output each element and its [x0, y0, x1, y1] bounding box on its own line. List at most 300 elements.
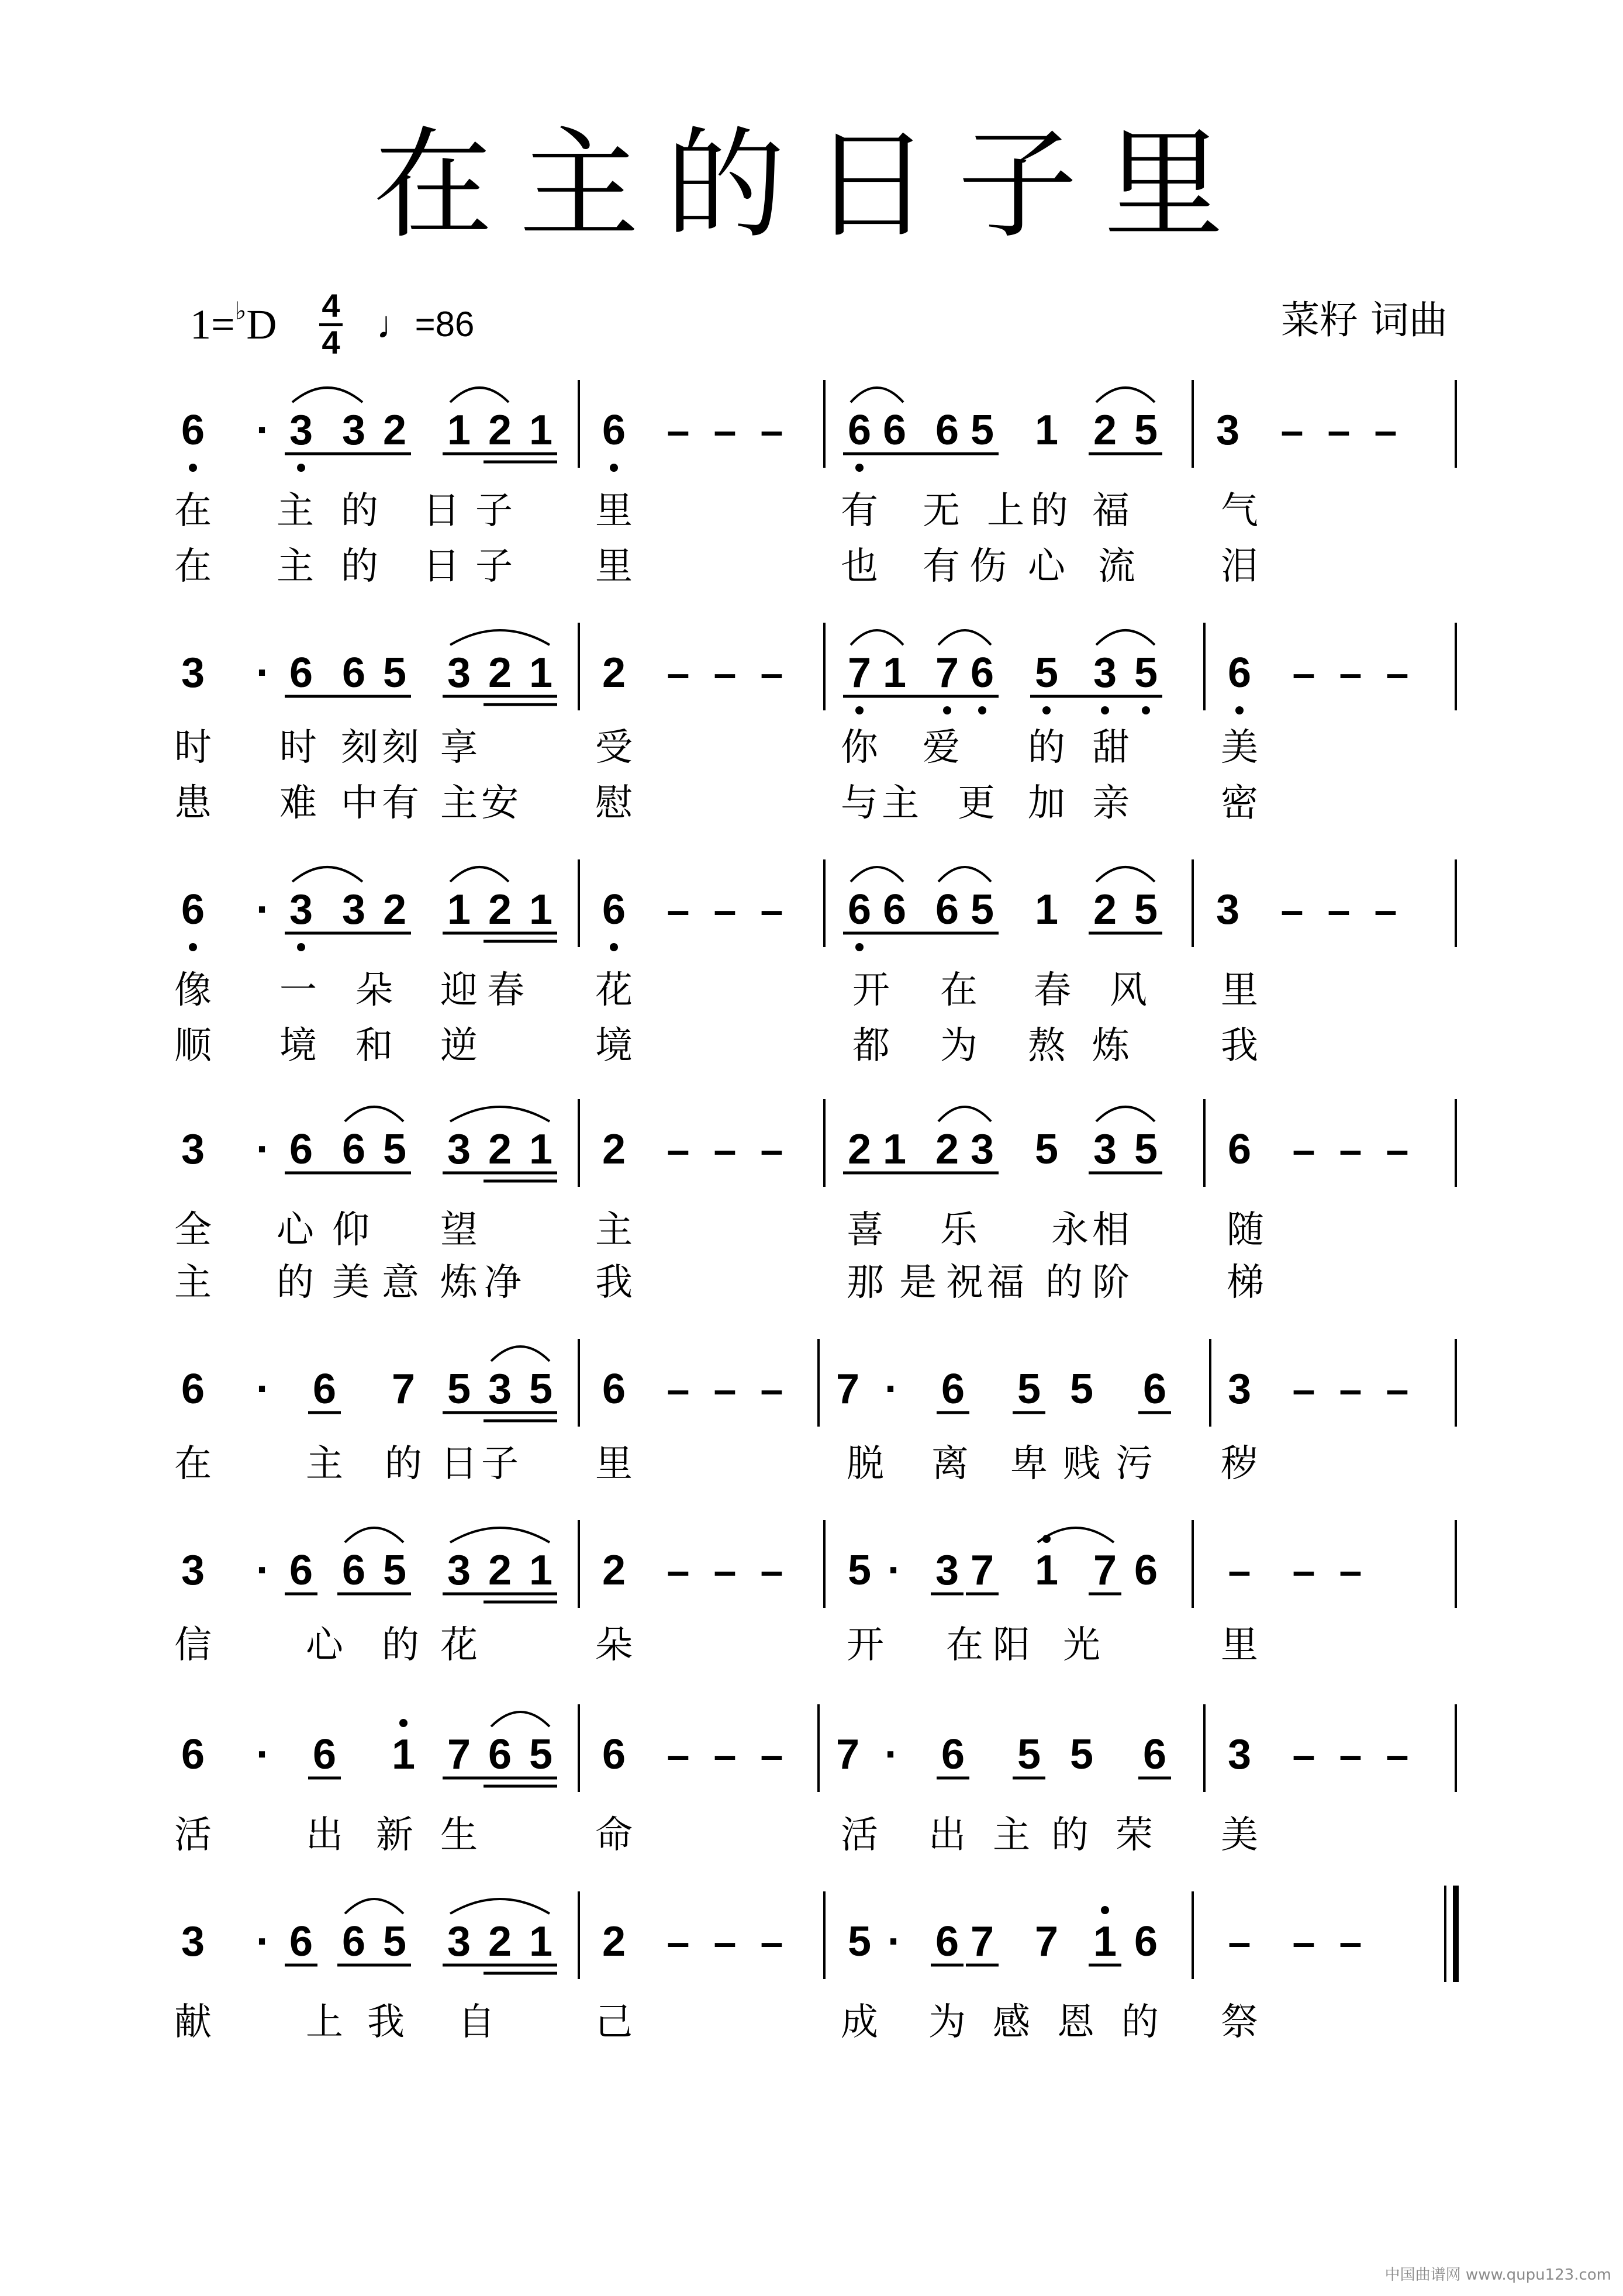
lyric-char: 全: [174, 1209, 212, 1252]
low-octave-dot: [855, 706, 864, 714]
lyric-char: 的: [341, 489, 378, 533]
note: 6: [882, 886, 907, 933]
key-prefix: 1=: [190, 301, 235, 348]
lyric-char: 感: [993, 2001, 1030, 2044]
lyric-char: 祝: [946, 1261, 983, 1304]
lyric-char: 自: [458, 2001, 495, 2044]
dash-note: –: [713, 1127, 737, 1172]
note: 2: [488, 1547, 512, 1594]
note: 7: [835, 1731, 860, 1778]
lyric-char: 脱: [847, 1442, 884, 1486]
lyric-char: 的: [1051, 1814, 1089, 1857]
dash-note: –: [760, 650, 783, 696]
note: 2: [602, 1918, 626, 1965]
lyric-char: 与: [841, 782, 878, 825]
lyric-char: 朵: [595, 1624, 633, 1667]
lyric-char: 里: [595, 489, 633, 533]
dash-note: –: [1339, 650, 1362, 696]
note: 7: [970, 1918, 994, 1965]
note: 5: [1134, 650, 1158, 696]
lyric-char: 患: [174, 782, 212, 825]
lyric-char: 炼: [440, 1261, 478, 1304]
lyric-char: 信: [174, 1624, 212, 1667]
lyric-char: 秽: [1221, 1442, 1258, 1486]
note: 6: [602, 407, 626, 454]
lyric-char: 像: [174, 969, 212, 1012]
dash-note: –: [760, 1127, 783, 1172]
dash-note: –: [1374, 408, 1397, 453]
note: 3: [447, 1918, 471, 1965]
note: 5: [1017, 1366, 1041, 1413]
slur: [1096, 867, 1155, 882]
lyric-char: 是: [899, 1261, 937, 1304]
slur: [450, 867, 509, 882]
lyric-char: 熬: [1028, 1024, 1065, 1068]
dash-note: –: [760, 1732, 783, 1777]
lyric-char: 的: [1028, 726, 1065, 769]
note: 5: [1017, 1731, 1041, 1778]
lyric-char: 污: [1116, 1442, 1153, 1486]
lyric-char: 在: [940, 969, 978, 1012]
lyric-char: 的: [385, 1442, 422, 1486]
lyric-char: 在: [174, 1442, 212, 1486]
lyric-char: 荣: [1116, 1814, 1153, 1857]
dash-note: –: [760, 887, 783, 933]
low-octave-dot: [1101, 706, 1109, 714]
note: 5: [970, 407, 994, 454]
low-octave-dot: [297, 464, 305, 472]
slur: [851, 867, 903, 882]
dash-note: –: [667, 887, 690, 933]
composer-credit: 菜籽 词曲: [1281, 298, 1448, 343]
note: 7: [847, 650, 872, 696]
note: 2: [488, 407, 512, 454]
note: 2: [602, 1547, 626, 1594]
lyric-char: 出: [928, 1814, 966, 1857]
note: 3: [181, 1918, 205, 1965]
lyric-char: 的: [1121, 2001, 1159, 2044]
slur: [345, 1899, 403, 1914]
note: 7: [447, 1731, 471, 1778]
lyric-char: 里: [1221, 969, 1258, 1012]
lyric-char: 献: [174, 2001, 212, 2044]
slur: [292, 388, 362, 402]
lyric-char: 刻: [341, 726, 378, 769]
lyric-char: 美: [332, 1261, 370, 1304]
slur: [851, 388, 903, 402]
lyric-char: 享: [440, 726, 478, 769]
lyric-char: 心: [306, 1624, 343, 1667]
lyric-char: 的: [277, 1261, 314, 1304]
dash-note: –: [1374, 887, 1397, 933]
dot-duration: ·: [256, 886, 270, 933]
note: 6: [935, 407, 959, 454]
dash-note: –: [713, 1919, 737, 1964]
dash-note: –: [667, 1919, 690, 1964]
lyric-char: 朵: [355, 969, 393, 1012]
lyric-char: 为: [928, 2001, 966, 2044]
low-octave-dot: [943, 706, 951, 714]
note: 7: [1034, 1918, 1059, 1965]
song-title: 在主的日子里: [373, 116, 1250, 255]
dash-note: –: [1339, 1548, 1362, 1593]
note: 6: [941, 1366, 965, 1413]
lyric-char: 新: [376, 1814, 413, 1857]
dot-duration: ·: [885, 1366, 899, 1413]
lyric-char: 主: [174, 1261, 212, 1304]
note: 6: [847, 886, 872, 933]
lyric-char: 时: [279, 726, 317, 769]
lyric-char: 里: [595, 1442, 633, 1486]
note: 6: [970, 650, 994, 696]
lyric-char: 主: [882, 782, 919, 825]
dot-duration: ·: [256, 650, 270, 696]
low-octave-dot: [610, 464, 618, 472]
lyric-char: 主: [993, 1814, 1030, 1857]
lyric-char: 主: [306, 1442, 343, 1486]
lyric-char: 主: [440, 782, 478, 825]
dash-note: –: [1339, 1732, 1362, 1777]
lyric-char: 慰: [595, 782, 633, 825]
note: 6: [312, 1731, 337, 1778]
note: 7: [970, 1547, 994, 1594]
lyric-char: 在: [946, 1624, 983, 1667]
note: 5: [970, 886, 994, 933]
slur: [450, 1899, 550, 1914]
dash-note: –: [713, 408, 737, 453]
lyric-char: 随: [1227, 1209, 1264, 1252]
note: 2: [602, 1126, 626, 1173]
note: 3: [341, 886, 366, 933]
lyric-char: 开: [852, 969, 890, 1012]
lyric-char: 主: [595, 1209, 633, 1252]
note: 1: [529, 407, 553, 454]
dash-note: –: [1228, 1919, 1251, 1964]
lyric-char: 难: [279, 782, 317, 825]
site-watermark: 中国曲谱网 www.qupu123.com: [1384, 2266, 1611, 2284]
lyric-char: 风: [1110, 969, 1147, 1012]
lyric-char: 有: [923, 545, 960, 588]
lyric-char: 加: [1028, 782, 1065, 825]
note: 6: [181, 1731, 205, 1778]
lyric-char: 光: [1063, 1624, 1100, 1667]
lyric-char: 时: [174, 726, 212, 769]
low-octave-dot: [189, 943, 197, 951]
note: 5: [1034, 650, 1059, 696]
note: 3: [289, 886, 313, 933]
note: 2: [1093, 407, 1117, 454]
dash-note: –: [1339, 1366, 1362, 1412]
slur: [491, 1346, 550, 1361]
low-octave-dot: [1142, 706, 1150, 714]
lyric-char: 主: [277, 545, 314, 588]
note: 1: [447, 407, 471, 454]
dash-note: –: [760, 1366, 783, 1412]
note: 5: [847, 1918, 872, 1965]
dot-duration: ·: [256, 1366, 270, 1413]
note: 6: [1142, 1366, 1167, 1413]
dash-note: –: [667, 1732, 690, 1777]
lyric-char: 花: [440, 1624, 478, 1667]
dash-note: –: [713, 887, 737, 933]
dash-note: –: [760, 1548, 783, 1593]
lyric-char: 卑: [1010, 1442, 1048, 1486]
dash-note: –: [1339, 1919, 1362, 1964]
high-octave-dot: [1101, 1906, 1109, 1914]
lyric-char: 出: [306, 1814, 343, 1857]
note: 1: [391, 1731, 416, 1778]
dot-duration: ·: [256, 407, 270, 454]
note: 3: [935, 1547, 959, 1594]
note: 3: [447, 650, 471, 696]
note: 2: [382, 886, 407, 933]
lyric-char: 上: [306, 2001, 343, 2044]
note: 2: [1093, 886, 1117, 933]
slur: [1096, 388, 1155, 402]
slur: [450, 1107, 550, 1121]
note: 3: [1215, 407, 1240, 454]
slur: [1096, 1107, 1155, 1121]
note: 6: [935, 886, 959, 933]
lyric-char: 一: [279, 969, 317, 1012]
dash-note: –: [1292, 1366, 1315, 1412]
lyric-char: 福: [987, 1261, 1024, 1304]
lyric-char: 流: [1098, 545, 1135, 588]
lyric-char: 生: [440, 1814, 478, 1857]
lyric-char: 中: [341, 782, 378, 825]
note: 1: [882, 1126, 907, 1173]
lyric-char: 日: [423, 489, 460, 533]
note: 1: [529, 1918, 553, 1965]
dash-note: –: [1386, 1127, 1409, 1172]
dash-note: –: [1339, 1127, 1362, 1172]
note: 3: [181, 650, 205, 696]
lyric-char: 永: [1051, 1209, 1089, 1252]
flat-sign: ♭: [234, 298, 247, 326]
lyric-char: 有: [841, 489, 878, 533]
note: 1: [529, 1547, 553, 1594]
low-octave-dot: [297, 943, 305, 951]
lyric-char: 那: [847, 1261, 884, 1304]
lyric-char: 有: [382, 782, 419, 825]
dash-note: –: [713, 650, 737, 696]
lyric-char: 也: [841, 545, 878, 588]
note: 2: [488, 1918, 512, 1965]
note: 3: [1093, 1126, 1117, 1173]
lyric-char: 无: [923, 489, 960, 533]
slur: [292, 867, 362, 882]
lyric-char: 顺: [174, 1024, 212, 1068]
lyric-char: 更: [958, 782, 995, 825]
lyric-char: 望: [440, 1209, 478, 1252]
note: 6: [1227, 1126, 1252, 1173]
slur: [938, 867, 991, 882]
dash-note: –: [1280, 887, 1304, 933]
lyric-char: 的: [1031, 489, 1068, 533]
note: 2: [935, 1126, 959, 1173]
lyric-char: 都: [852, 1024, 890, 1068]
lyric-char: 刻: [382, 726, 419, 769]
lyric-char: 泪: [1221, 545, 1258, 588]
slur: [1096, 630, 1155, 645]
note: 6: [935, 1918, 959, 1965]
high-octave-dot: [399, 1719, 408, 1727]
note: 3: [341, 407, 366, 454]
dash-note: –: [760, 1919, 783, 1964]
lyric-char: 贱: [1063, 1442, 1100, 1486]
note: 2: [488, 650, 512, 696]
note: 5: [382, 1126, 407, 1173]
slur: [345, 1107, 403, 1121]
note: 5: [529, 1731, 553, 1778]
lyric-char: 心: [277, 1209, 314, 1252]
note: 5: [1069, 1366, 1094, 1413]
note: 1: [529, 1126, 553, 1173]
note: 6: [289, 1126, 313, 1173]
lyric-char: 乐: [940, 1209, 978, 1252]
note: 1: [1034, 407, 1059, 454]
note: 6: [488, 1731, 512, 1778]
lyric-char: 阶: [1092, 1261, 1130, 1304]
lyric-char: 上: [987, 489, 1024, 533]
note: 6: [341, 1547, 366, 1594]
dash-note: –: [667, 650, 690, 696]
note: 3: [970, 1126, 994, 1173]
note: 3: [1215, 886, 1240, 933]
note: 6: [341, 1126, 366, 1173]
lyric-char: 福: [1092, 489, 1130, 533]
dash-note: –: [667, 1127, 690, 1172]
low-octave-dot: [978, 706, 986, 714]
note: 3: [488, 1366, 512, 1413]
note: 3: [1093, 650, 1117, 696]
lyric-char: 离: [931, 1442, 969, 1486]
note: 6: [289, 650, 313, 696]
time-signature-bottom: 4: [322, 324, 340, 361]
note: 5: [447, 1366, 471, 1413]
time-signature-top: 4: [319, 289, 342, 326]
lyric-char: 成: [841, 2001, 878, 2044]
lyric-char: 祭: [1221, 2001, 1258, 2044]
lyric-char: 活: [841, 1814, 878, 1857]
note: 5: [1134, 886, 1158, 933]
lyric-char: 的: [341, 545, 378, 588]
note: 7: [835, 1366, 860, 1413]
lyric-char: 炼: [1092, 1024, 1130, 1068]
lyric-char: 受: [595, 726, 633, 769]
note: 3: [289, 407, 313, 454]
note: 6: [341, 650, 366, 696]
note: 1: [882, 650, 907, 696]
dash-note: –: [1292, 1732, 1315, 1777]
slur: [938, 1107, 991, 1121]
slur: [938, 630, 991, 645]
lyric-char: 开: [847, 1624, 884, 1667]
note: 5: [529, 1366, 553, 1413]
note: 3: [181, 1126, 205, 1173]
note: 6: [1134, 1918, 1158, 1965]
lyric-char: 子: [481, 1442, 519, 1486]
dash-note: –: [713, 1732, 737, 1777]
note: 2: [602, 650, 626, 696]
note: 6: [289, 1547, 313, 1594]
note: 5: [1034, 1126, 1059, 1173]
dot-duration: ·: [256, 1918, 270, 1965]
note: 2: [382, 407, 407, 454]
dash-note: –: [1327, 887, 1351, 933]
dash-note: –: [713, 1366, 737, 1412]
note: 5: [1134, 1126, 1158, 1173]
lyric-char: 美: [1221, 726, 1258, 769]
low-octave-dot: [610, 943, 618, 951]
note: 6: [1142, 1731, 1167, 1778]
slur: [450, 1528, 550, 1542]
dash-note: –: [1292, 1919, 1315, 1964]
note: 6: [312, 1366, 337, 1413]
note: 6: [289, 1918, 313, 1965]
lyric-char: 我: [367, 2001, 405, 2044]
note: 6: [1227, 650, 1252, 696]
low-octave-dot: [189, 464, 197, 472]
note: 3: [447, 1547, 471, 1594]
slur: [345, 1528, 403, 1542]
lyric-char: 境: [279, 1024, 317, 1068]
lyric-char: 净: [484, 1261, 522, 1304]
note: 2: [488, 886, 512, 933]
note: 3: [447, 1126, 471, 1173]
dash-note: –: [1228, 1548, 1251, 1593]
slur: [450, 388, 509, 402]
lyric-char: 和: [355, 1024, 393, 1068]
note: 6: [181, 1366, 205, 1413]
low-octave-dot: [1235, 706, 1244, 714]
lyric-char: 伤: [969, 545, 1007, 588]
slur: [851, 630, 903, 645]
lyric-char: 亲: [1092, 782, 1130, 825]
dot-duration: ·: [888, 1547, 902, 1594]
lyric-char: 己: [595, 2001, 633, 2044]
lyric-char: 气: [1221, 489, 1258, 533]
lyric-char: 心: [1028, 545, 1065, 588]
note: 6: [602, 1731, 626, 1778]
lyric-char: 安: [481, 782, 519, 825]
lyric-char: 花: [595, 969, 633, 1012]
lyric-char: 梯: [1227, 1261, 1264, 1304]
low-octave-dot: [855, 464, 864, 472]
lyric-char: 里: [595, 545, 633, 588]
lyric-char: 相: [1092, 1209, 1130, 1252]
lyric-char: 在: [174, 489, 212, 533]
lyric-char: 恩: [1057, 2001, 1094, 2044]
note: 6: [1134, 1547, 1158, 1594]
dash-note: –: [1327, 408, 1351, 453]
dash-note: –: [1386, 1732, 1409, 1777]
lyric-char: 的: [1045, 1261, 1083, 1304]
lyric-char: 为: [940, 1024, 978, 1068]
low-octave-dot: [1042, 706, 1051, 714]
note: 6: [341, 1918, 366, 1965]
note: 1: [1034, 1547, 1059, 1594]
lyric-char: 甜: [1092, 726, 1130, 769]
low-octave-dot: [855, 943, 864, 951]
dash-note: –: [760, 408, 783, 453]
note: 6: [602, 1366, 626, 1413]
dash-note: –: [1280, 408, 1304, 453]
key-note: D: [246, 301, 277, 348]
lyric-char: 境: [595, 1024, 633, 1068]
dot-duration: ·: [256, 1126, 270, 1173]
lyric-char: 主: [277, 489, 314, 533]
